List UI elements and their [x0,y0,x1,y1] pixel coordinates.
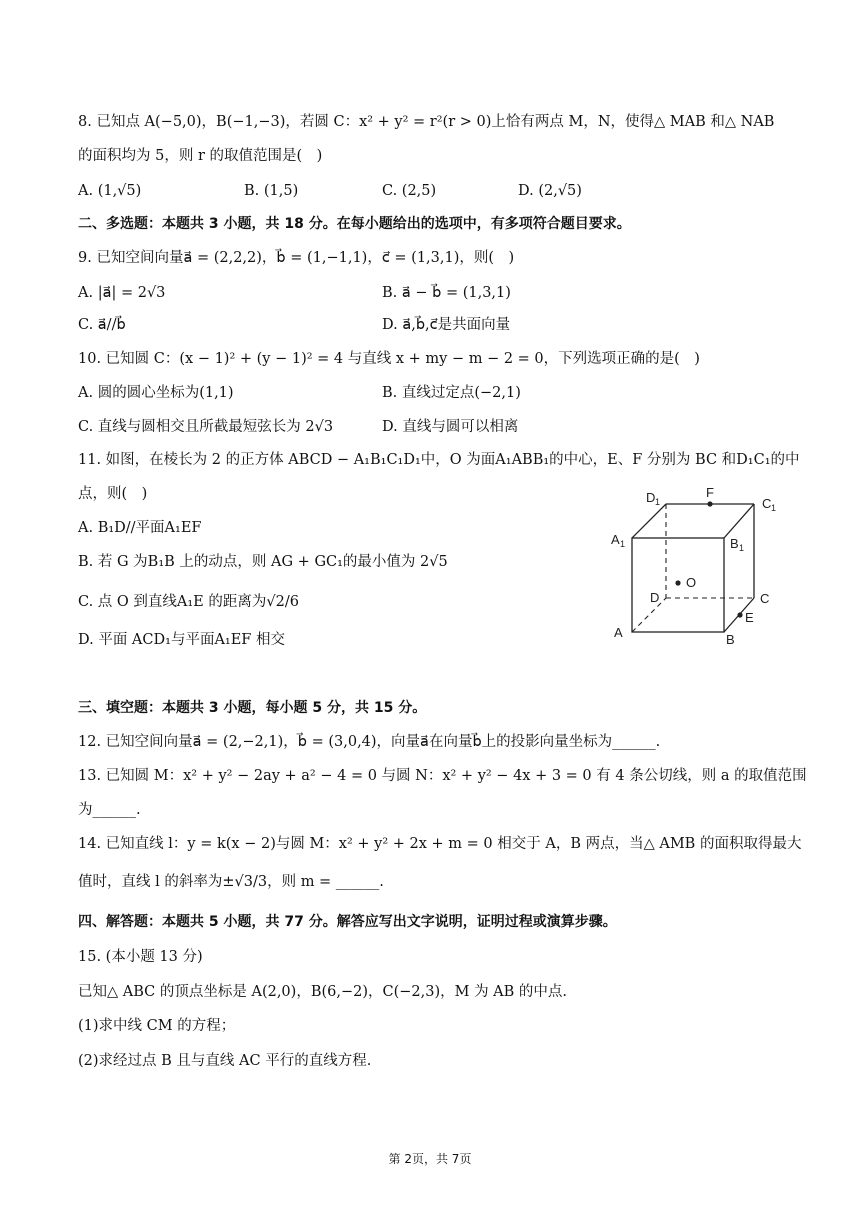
q8-option-d: D. (2,√5) [518,183,582,199]
q11-option-d: D. 平面 ACD₁与平面A₁EF 相交 [78,632,285,648]
q8-option-c: C. (2,5) [382,183,437,199]
q11-option-c: C. 点 O 到直线A₁E 的距离为√2/6 [78,594,299,610]
q13-line2: 为______. [78,802,141,818]
label-o: O [686,575,697,590]
q9-option-b: B. a⃗ − b⃗ = (1,3,1) [382,285,511,301]
label-a: A [614,625,623,640]
label-d1-sub: 1 [655,497,661,507]
label-d: D [650,590,660,605]
q15-header: 15. (本小题 13 分) [78,949,203,965]
label-a1-sub: 1 [620,539,626,549]
q8-option-b: B. (1,5) [244,183,299,199]
label-c1: C [762,496,772,511]
q9-stem: 9. 已知空间向量a⃗ = (2,2,2)，b⃗ = (1,−1,1)，c⃗ = (1,3,1)，则( ) [78,250,515,266]
q8-line1: 8. 已知点 A(−5,0)，B(−1,−3)，若圆 C：x² + y² = r²(r > 0)上恰有两点 M，N，使得△ MAB 和△ NAB [78,114,775,130]
q11-line1: 11. 如图，在棱长为 2 的正方体 ABCD − A₁B₁C₁D₁中，O 为面A₁ABB₁的中心，E、F 分别为 BC 和D₁C₁的中 [78,452,800,468]
label-d1: D [646,490,656,505]
page-footer: 第 2页，共 7页 [388,1152,472,1166]
q10-stem: 10. 已知圆 C：(x − 1)² + (y − 1)² = 4 与直线 x + my − m − 2 = 0，下列选项正确的是( ) [78,351,700,367]
q11-option-b: B. 若 G 为B₁B 上的动点，则 AG + GC₁的最小值为 2√5 [78,554,448,570]
q10-option-a: A. 圆的圆心坐标为(1,1) [78,385,234,401]
q9-option-c: C. a⃗//b⃗ [78,317,126,333]
q11-line2: 点，则( ) [78,486,148,502]
section-heading-answer: 四、解答题：本题共 5 小题，共 77 分。解答应写出文字说明，证明过程或演算步骤。 [78,914,617,930]
q12-stem: 12. 已知空间向量a⃗ = (2,−2,1)，b⃗ = (3,0,4)，向量a⃗在向量b⃗上的投影向量坐标为______. [78,734,661,750]
label-a1: A [611,532,620,547]
q13-line1: 13. 已知圆 M：x² + y² − 2ay + a² − 4 = 0 与圆 N：x² + y² − 4x + 3 = 0 有 4 条公切线，则 a 的取值范围 [78,768,807,784]
q14-line2: 值时，直线 l 的斜率为±√3/3，则 m = ______. [78,874,384,890]
edge-a1-d1 [632,504,666,538]
q11-option-a: A. B₁D//平面A₁EF [78,520,202,536]
q10-option-d: D. 直线与圆可以相离 [382,419,519,435]
q8-option-a: A. (1,√5) [78,183,142,199]
q10-option-c: C. 直线与圆相交且所截最短弦长为 2√3 [78,419,334,435]
q10-option-b: B. 直线过定点(−2,1) [382,385,521,401]
q14-line1: 14. 已知直线 l：y = k(x − 2)与圆 M：x² + y² + 2x + m = 0 相交于 A，B 两点，当△ AMB 的面积取得最大 [78,836,802,852]
point-o [675,580,680,585]
edge-a-d-hidden [632,598,666,632]
label-c: C [760,591,770,606]
point-f [707,501,712,506]
point-e [737,612,742,617]
cube-figure [606,486,786,648]
q9-option-a: A. |a⃗| = 2√3 [78,285,166,301]
label-b1: B [730,536,739,551]
q8-line2: 的面积均为 5，则 r 的取值范围是( ) [78,148,323,164]
q15-stem: 已知△ ABC 的顶点坐标是 A(2,0)，B(6,−2)，C(−2,3)，M 为 AB 的中点. [78,984,568,1000]
label-b1-sub: 1 [739,543,745,553]
edge-b1-c1 [724,504,754,538]
label-c1-sub: 1 [771,503,777,513]
q15-part1: (1)求中线 CM 的方程； [78,1018,236,1034]
label-e: E [745,610,754,625]
label-f: F [706,486,714,500]
q9-option-d: D. a⃗,b⃗,c⃗是共面向量 [382,317,511,333]
q15-part2: (2)求经过点 B 且与直线 AC 平行的直线方程. [78,1053,372,1069]
label-b: B [726,632,735,647]
section-heading-multiple-choice: 二、多选题：本题共 3 小题，共 18 分。在每小题给出的选项中，有多项符合题目要求。 [78,216,631,232]
section-heading-fill-in: 三、填空题：本题共 3 小题，每小题 5 分，共 15 分。 [78,700,427,716]
